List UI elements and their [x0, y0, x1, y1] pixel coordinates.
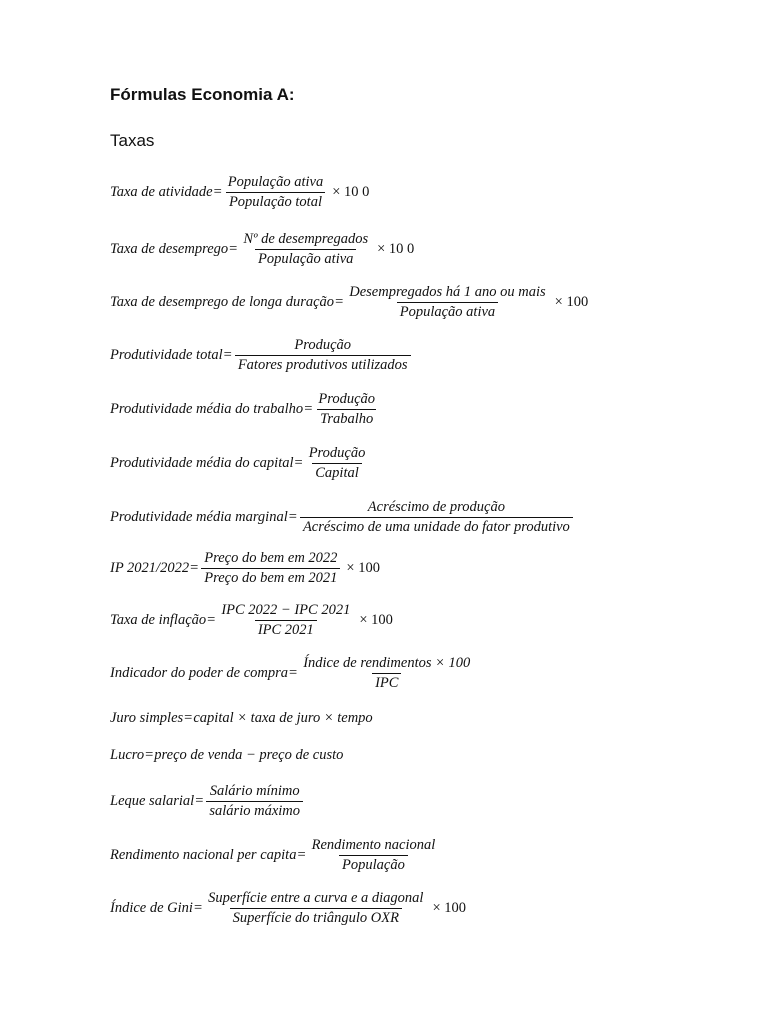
equals-sign: = — [145, 747, 154, 763]
equals-sign: = — [335, 294, 344, 310]
formula-lhs: Leque salarial — [110, 793, 195, 809]
formula-taxa-de-atividade — [110, 174, 369, 211]
fraction — [346, 284, 548, 321]
formula-lhs: Taxa de desemprego — [110, 241, 229, 257]
equals-sign: = — [304, 401, 313, 417]
equals-sign: = — [229, 241, 238, 257]
multiplier: × 10 0 — [332, 184, 370, 200]
formula-taxa-de-inflacao — [110, 602, 393, 639]
fraction — [235, 337, 411, 374]
numerator: Superfície entre a curva e a diagonal — [208, 890, 424, 906]
multiplier: × 100 — [346, 560, 380, 576]
numerator: Nº de desempregados — [243, 231, 369, 247]
fraction — [300, 655, 473, 692]
denominator: Trabalho — [317, 409, 376, 428]
numerator: IPC 2022 − IPC 2021 — [221, 602, 351, 618]
page-title: Fórmulas Economia A: — [110, 85, 295, 104]
denominator: Superfície do triângulo OXR — [230, 908, 402, 927]
multiplier: × 10 0 — [377, 241, 415, 257]
fraction — [306, 445, 369, 482]
fraction — [225, 174, 326, 211]
numerator: Salário mínimo — [209, 783, 300, 799]
formula-rendimento-nacional-per-capita — [110, 837, 440, 874]
formula-produtividade-media-trabalho — [110, 391, 380, 428]
denominator: Capital — [312, 463, 362, 482]
denominator: Preço do bem em 2021 — [201, 568, 340, 587]
formula-juro-simples — [110, 710, 373, 727]
equals-sign: = — [213, 184, 222, 200]
numerator: Produção — [318, 391, 376, 407]
formula-lhs: Taxa de desemprego de longa duração — [110, 294, 335, 310]
denominator: salário máximo — [206, 801, 303, 820]
numerator: Acréscimo de produção — [367, 499, 505, 515]
formula-leque-salarial — [110, 783, 305, 820]
equals-sign: = — [207, 612, 216, 628]
denominator: IPC 2021 — [255, 620, 317, 639]
fraction — [205, 890, 426, 927]
multiplier: × 100 — [359, 612, 393, 628]
formula-produtividade-media-marginal — [110, 499, 575, 536]
numerator: Produção — [308, 445, 366, 461]
equals-sign: = — [294, 455, 303, 471]
formula-rhs: capital × taxa de juro × tempo — [193, 710, 373, 726]
section-title-taxas: Taxas — [110, 131, 155, 150]
denominator: População ativa — [397, 302, 498, 321]
formula-indicador-poder-de-compra — [110, 655, 475, 692]
denominator: População — [339, 855, 408, 874]
equals-sign: = — [288, 509, 297, 525]
formula-lhs: Taxa de atividade — [110, 184, 213, 200]
denominator: População total — [226, 192, 325, 211]
formula-produtividade-total — [110, 337, 413, 374]
denominator: IPC — [372, 673, 401, 692]
numerator: População ativa — [227, 174, 324, 190]
equals-sign: = — [184, 710, 193, 726]
numerator: Preço do bem em 2022 — [204, 550, 338, 566]
fraction — [206, 783, 303, 820]
equals-sign: = — [193, 900, 203, 916]
numerator: Produção — [294, 337, 352, 353]
formula-lhs: Indicador do poder de compra — [110, 665, 289, 681]
multiplier: × 100 — [554, 294, 589, 310]
formula-lhs: Lucro — [110, 747, 145, 763]
fraction — [218, 602, 353, 639]
formula-taxa-de-desemprego — [110, 231, 414, 268]
formula-lhs: IP 2021/2022 — [110, 560, 190, 576]
equals-sign: = — [190, 560, 199, 576]
equals-sign: = — [223, 347, 232, 363]
fraction — [300, 499, 573, 536]
formula-lucro — [110, 747, 343, 764]
denominator: Fatores produtivos utilizados — [235, 355, 411, 374]
formula-lhs: Índice de Gini — [110, 900, 193, 916]
denominator: População ativa — [255, 249, 356, 268]
denominator: Acréscimo de uma unidade do fator produtivo — [300, 517, 573, 536]
equals-sign: = — [289, 665, 298, 681]
formula-lhs: Rendimento nacional per capita — [110, 847, 297, 863]
formula-produtividade-media-capital — [110, 445, 370, 482]
fraction — [309, 837, 439, 874]
formula-lhs: Produtividade média marginal — [110, 509, 288, 525]
equals-sign: = — [297, 847, 306, 863]
formula-lhs: Produtividade total — [110, 347, 223, 363]
formula-indice-de-gini — [110, 890, 466, 927]
formula-rhs: preço de venda − preço de custo — [154, 747, 344, 763]
formula-lhs: Produtividade média do capital — [110, 455, 294, 471]
fraction — [315, 391, 378, 428]
formula-lhs: Produtividade média do trabalho — [110, 401, 304, 417]
numerator: Rendimento nacional — [311, 837, 436, 853]
fraction — [201, 550, 340, 587]
numerator: Desempregados há 1 ano ou mais — [349, 284, 546, 300]
formula-lhs: Taxa de inflação — [110, 612, 207, 628]
numerator: Índice de rendimentos × 100 — [303, 655, 471, 671]
fraction — [240, 231, 371, 268]
equals-sign: = — [195, 793, 204, 809]
formula-lhs: Juro simples — [110, 710, 184, 726]
multiplier: × 100 — [432, 900, 467, 916]
formula-ip-2021-2022 — [110, 550, 380, 587]
formula-taxa-de-desemprego-longa-duracao — [110, 284, 588, 321]
